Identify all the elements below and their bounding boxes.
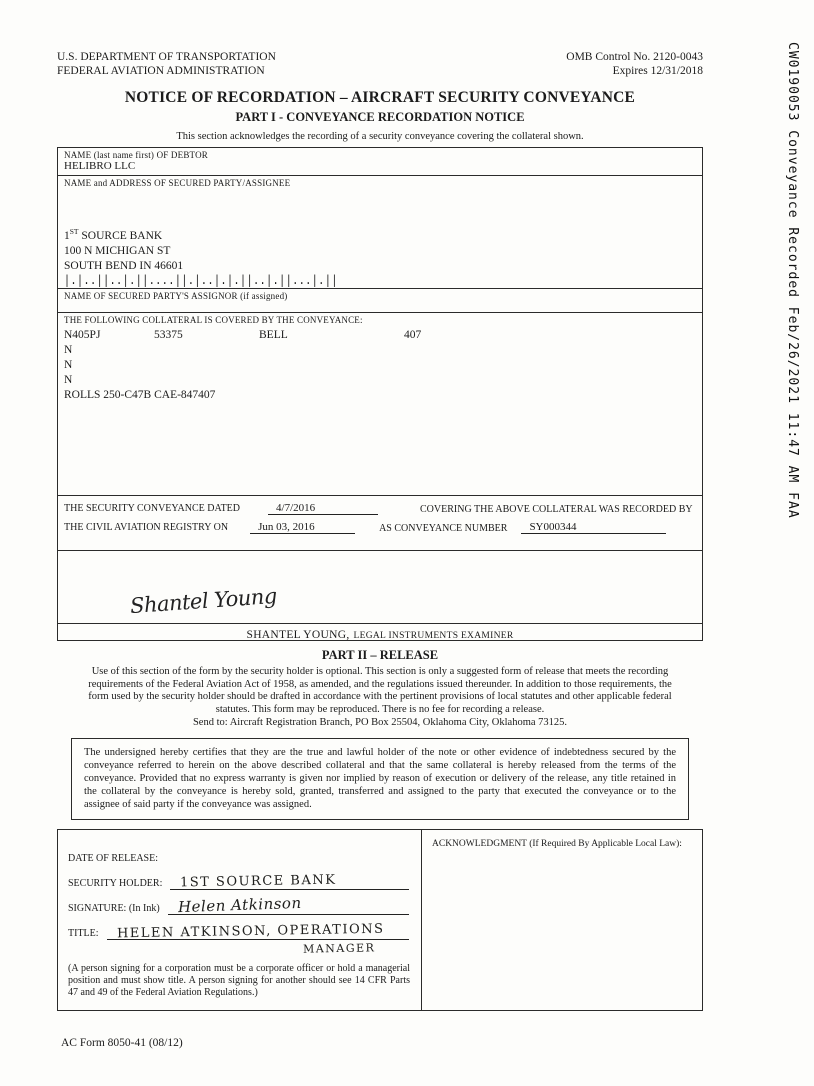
acknowledgment-column: [421, 830, 702, 1010]
aircraft-serial: 53375: [154, 329, 183, 341]
secured-party-label: NAME and ADDRESS OF SECURED PARTY/ASSIGNEE: [64, 178, 291, 188]
title-handwriting-line2-wrap: [303, 939, 409, 957]
ordinal-superscript: ST: [69, 227, 79, 236]
collateral-label: THE FOLLOWING COLLATERAL IS COVERED BY THE CONVEYANCE:: [64, 315, 363, 325]
title-row: [68, 915, 409, 940]
conveyance-number-value: SY000344: [521, 521, 666, 534]
collateral-section: [58, 312, 702, 495]
agency-line1: U.S. DEPARTMENT OF TRANSPORTATION: [57, 51, 276, 63]
collateral-extra-line: N: [64, 344, 73, 356]
conveyance-date-value: 4/7/2016: [268, 502, 378, 515]
title-value: [107, 921, 409, 942]
signature-row: [68, 890, 409, 915]
part2-instructions: Use of this section of the form by the security holder is optional. This section is only a suggested form of release that meets the recording requirements of the Federal Aviation Act of 1958, as amended, and the regulations issued thereunder. In addition to those requirements, the form used by the security holder should be drafted in accordance with the pertinent provisions of local statutes and other applicable federal statutes. This form may be reproduced. There is no fee for recording a release.: [88, 666, 672, 715]
secured-party-street: 100 N MICHIGAN ST: [64, 244, 171, 257]
debtor-name: HELIBRO LLC: [64, 160, 136, 172]
registry-on-label: THE CIVIL AVIATION REGISTRY ON: [64, 522, 229, 533]
document-title: NOTICE OF RECORDATION – AIRCRAFT SECURITY CONVEYANCE: [124, 89, 636, 106]
collateral-extra-line: N: [64, 374, 73, 386]
title-label: TITLE:: [68, 928, 99, 939]
collateral-aircraft-row: [64, 328, 702, 343]
recorded-by-label: COVERING THE ABOVE COLLATERAL WAS RECORDED BY: [420, 504, 693, 515]
examiner-name-line: [58, 625, 702, 643]
date-of-release-label: DATE OF RELEASE:: [68, 853, 158, 864]
assignor-label: NAME OF SECURED PARTY'S ASSIGNOR (if assigned): [64, 291, 288, 301]
debtor-section: [58, 148, 702, 175]
aircraft-registration: N405PJ: [64, 329, 101, 341]
examiner-signature-section: [58, 550, 702, 640]
agency-block: [57, 50, 276, 78]
certification-box: The undersigned hereby certifies that they are the true and lawful holder of the note or other evidence of indebtedness secured by the conveyance referred to herein on the above described collateral and that the same collateral is hereby released from the terms of the conveyance. Provided that no express warranty is given nor implied by reason of execution or delivery of the release, any title retained in the collateral by the conveyance is hereby sold, granted, transferred and assigned to the party that executed the conveyance or to the assignee of said party if the conveyance was assigned.: [71, 738, 689, 820]
document-content: [57, 50, 703, 1049]
examiner-name: SHANTEL YOUNG,: [246, 629, 350, 641]
signature-rule: [58, 623, 702, 624]
signature-label: SIGNATURE: (In Ink): [68, 903, 160, 914]
signature-value: [168, 893, 409, 917]
part1-form-box: [57, 147, 703, 641]
document-header: [57, 50, 703, 78]
examiner-title: LEGAL INSTRUMENTS EXAMINER: [353, 631, 514, 641]
conveyance-number-label: AS CONVEYANCE NUMBER: [379, 523, 508, 534]
part1-heading: PART I - CONVEYANCE RECORDATION NOTICE: [235, 110, 525, 124]
conveyance-dated-label: THE SECURITY CONVEYANCE DATED: [64, 503, 241, 514]
omb-control-number: OMB Control No. 2120-0043: [566, 51, 703, 63]
recordation-line1: [64, 502, 696, 515]
secured-party-name: 1ST SOURCE BANK: [64, 227, 163, 242]
collateral-body: [64, 328, 702, 403]
recordation-section: [58, 495, 702, 550]
collateral-extra-line: N: [64, 359, 73, 371]
collateral-engine: ROLLS 250-C47B CAE-847407: [64, 389, 216, 401]
aircraft-model: 407: [404, 329, 422, 341]
debtor-label: NAME (last name first) OF DEBTOR: [64, 150, 208, 160]
security-holder-value: [170, 874, 409, 890]
omb-expiration: Expires 12/31/2018: [612, 65, 703, 77]
security-holder-row: [68, 865, 409, 890]
part1-intro: This section acknowledges the recording of a security conveyance covering the collateral shown.: [176, 131, 584, 142]
send-to-line: Send to: Aircraft Registration Branch, PO Box 25504, Oklahoma City, Oklahoma 73125.: [192, 717, 568, 728]
part2-heading: PART II – RELEASE: [321, 648, 439, 662]
secured-party-city: SOUTH BEND IN 46601: [64, 259, 184, 272]
recordation-stamp: CW0190053 Conveyance Recorded Feb/26/2021 11:47 AM FAA: [785, 42, 800, 519]
security-holder-label: SECURITY HOLDER:: [68, 878, 163, 889]
security-holder-handwriting: 1ST SOURCE BANK: [180, 872, 337, 891]
recorded-date-value: Jun 03, 2016: [250, 521, 355, 534]
form-number: AC Form 8050-41 (08/12): [61, 1037, 183, 1049]
omb-block: [566, 50, 703, 78]
examiner-signature-handwriting: Shantel Young: [129, 583, 278, 619]
release-box: [57, 829, 703, 1011]
recordation-line2: [64, 521, 696, 534]
release-signature-handwriting: Helen Atkinson: [177, 893, 302, 917]
secured-party-section: [58, 175, 702, 288]
title-handwriting-line2: MANAGER: [302, 941, 376, 956]
release-fields-column: [58, 830, 421, 1010]
acknowledgment-label: ACKNOWLEDGMENT (If Required By Applicable Local Law):: [432, 839, 682, 849]
title-handwriting: HELEN ATKINSON, OPERATIONS: [116, 921, 385, 942]
agency-line2: FEDERAL AVIATION ADMINISTRATION: [57, 65, 265, 77]
assignor-section: [58, 288, 702, 312]
aircraft-manufacturer: BELL: [259, 329, 288, 341]
date-of-release-row: [68, 840, 409, 865]
secured-party-address: [64, 224, 702, 288]
signing-note: (A person signing for a corporation must be a corporate officer or hold a managerial position and must show title. A person signing for another should see 14 CFR Parts 47 and 49 of the Federal Aviation Regulations.): [68, 963, 410, 998]
postal-barcode: |.|..||..|.||....||.|..|.|.||..|.||...|.||: [64, 273, 338, 288]
